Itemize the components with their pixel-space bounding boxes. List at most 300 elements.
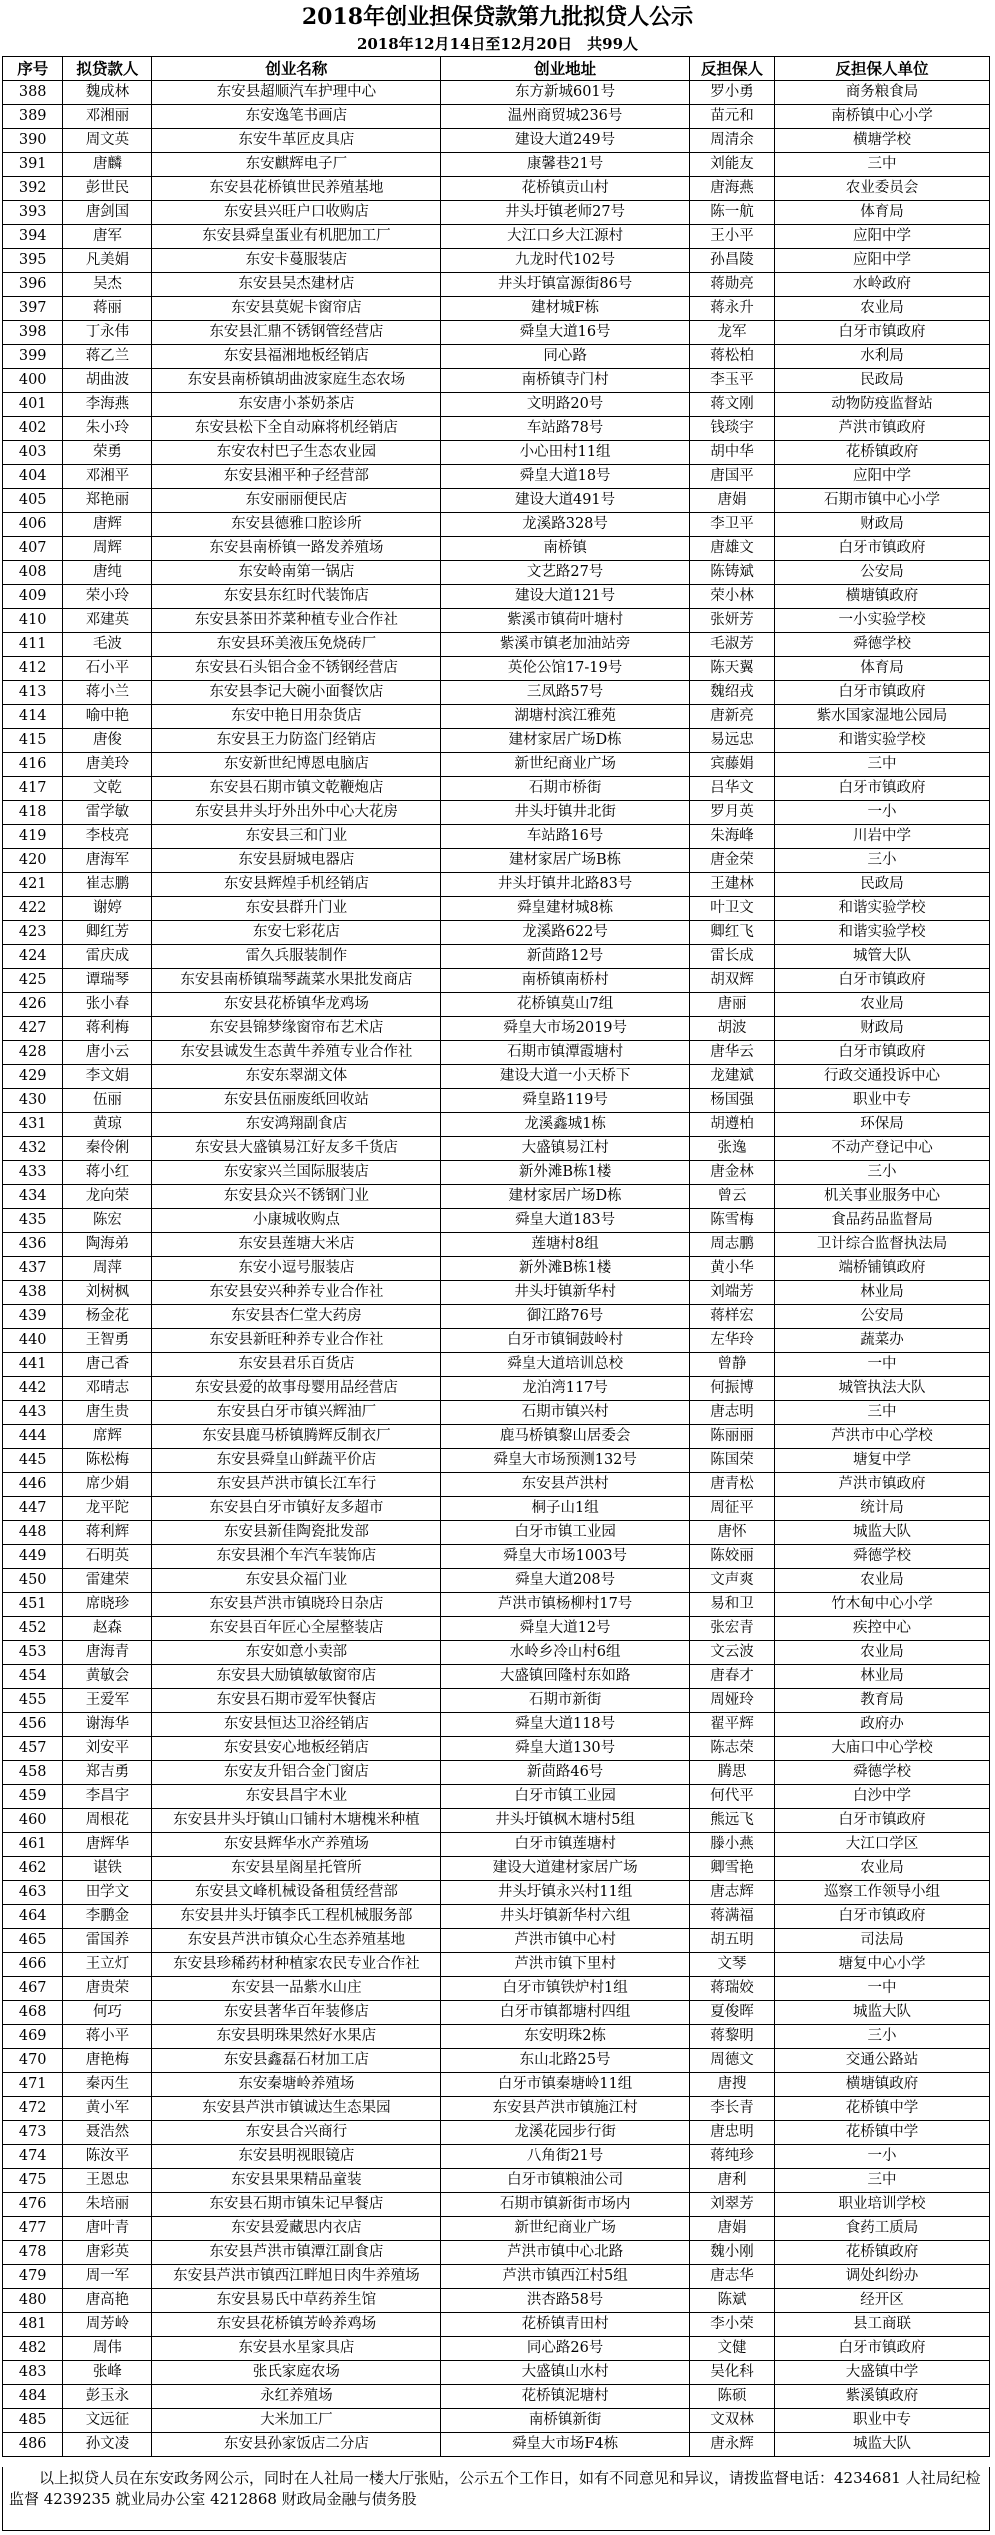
cell-guarantor: 曾云 bbox=[689, 1185, 774, 1209]
cell-guarantor: 蒋文刚 bbox=[689, 393, 774, 417]
cell-business-name: 东安县湘平种子经营部 bbox=[152, 465, 441, 489]
cell-business-name: 东安县水星家具店 bbox=[152, 2337, 441, 2361]
cell-business-name: 东安小逗号服装店 bbox=[152, 1257, 441, 1281]
cell-business-address: 车站路78号 bbox=[441, 417, 690, 441]
cell-guarantor-unit: 财政局 bbox=[774, 513, 989, 537]
cell-business-address: 石期市镇兴村 bbox=[441, 1401, 690, 1425]
header-serial: 序号 bbox=[3, 57, 63, 81]
cell-business-name: 东安县白牙市镇好友多超市 bbox=[152, 1497, 441, 1521]
cell-serial: 461 bbox=[3, 1833, 63, 1857]
cell-borrower: 唐剑国 bbox=[63, 201, 152, 225]
cell-borrower: 雷国养 bbox=[63, 1929, 152, 1953]
cell-business-name: 东安县三和门业 bbox=[152, 825, 441, 849]
cell-borrower: 崔志鹏 bbox=[63, 873, 152, 897]
cell-business-address: 鹿马桥镇黎山居委会 bbox=[441, 1425, 690, 1449]
cell-serial: 439 bbox=[3, 1305, 63, 1329]
table-row bbox=[3, 897, 990, 921]
cell-borrower: 王立灯 bbox=[63, 1953, 152, 1977]
cell-guarantor: 唐春才 bbox=[689, 1665, 774, 1689]
cell-guarantor-unit: 城监大队 bbox=[774, 1521, 989, 1545]
cell-serial: 470 bbox=[3, 2049, 63, 2073]
cell-business-address: 舜皇大道培训总校 bbox=[441, 1353, 690, 1377]
cell-business-address: 白牙市镇莲塘村 bbox=[441, 1833, 690, 1857]
cell-borrower: 黄琼 bbox=[63, 1113, 152, 1137]
cell-borrower: 郑艳丽 bbox=[63, 489, 152, 513]
table-row bbox=[3, 1833, 990, 1857]
cell-business-address: 湖塘村滨江雅苑 bbox=[441, 705, 690, 729]
cell-guarantor-unit: 大庙口中心学校 bbox=[774, 1737, 989, 1761]
cell-business-address: 舜皇大市场F4栋 bbox=[441, 2433, 690, 2457]
cell-borrower: 龙平陀 bbox=[63, 1497, 152, 1521]
cell-guarantor-unit: 大盛镇中学 bbox=[774, 2361, 989, 2385]
cell-guarantor-unit: 水利局 bbox=[774, 345, 989, 369]
cell-guarantor: 黄小华 bbox=[689, 1257, 774, 1281]
cell-business-address: 井头圩镇新华村六组 bbox=[441, 1905, 690, 1929]
cell-borrower: 何巧 bbox=[63, 2001, 152, 2025]
cell-serial: 389 bbox=[3, 105, 63, 129]
cell-business-name: 东安县杏仁堂大药房 bbox=[152, 1305, 441, 1329]
table-row bbox=[3, 225, 990, 249]
cell-guarantor: 易远忠 bbox=[689, 729, 774, 753]
table-row bbox=[3, 1137, 990, 1161]
cell-borrower: 席晓珍 bbox=[63, 1593, 152, 1617]
cell-business-address: 舜皇建材城8栋 bbox=[441, 897, 690, 921]
table-row bbox=[3, 1617, 990, 1641]
table-row bbox=[3, 2193, 990, 2217]
cell-serial: 462 bbox=[3, 1857, 63, 1881]
table-row bbox=[3, 585, 990, 609]
cell-borrower: 刘安平 bbox=[63, 1737, 152, 1761]
cell-borrower: 唐纯 bbox=[63, 561, 152, 585]
table-row bbox=[3, 609, 990, 633]
table-row bbox=[3, 537, 990, 561]
cell-guarantor-unit: 和谐实验学校 bbox=[774, 921, 989, 945]
cell-business-name: 东安家兴兰国际服装店 bbox=[152, 1161, 441, 1185]
table-row bbox=[3, 873, 990, 897]
cell-guarantor: 陈国荣 bbox=[689, 1449, 774, 1473]
table-row bbox=[3, 657, 990, 681]
cell-serial: 396 bbox=[3, 273, 63, 297]
cell-business-name: 东安县伍丽废纸回收站 bbox=[152, 1089, 441, 1113]
table-row bbox=[3, 825, 990, 849]
cell-business-address: 舜皇大道130号 bbox=[441, 1737, 690, 1761]
cell-guarantor-unit: 司法局 bbox=[774, 1929, 989, 1953]
cell-borrower: 唐麟 bbox=[63, 153, 152, 177]
cell-serial: 473 bbox=[3, 2121, 63, 2145]
cell-borrower: 荣勇 bbox=[63, 441, 152, 465]
table-row bbox=[3, 249, 990, 273]
cell-serial: 390 bbox=[3, 129, 63, 153]
cell-borrower: 周伟 bbox=[63, 2337, 152, 2361]
cell-serial: 410 bbox=[3, 609, 63, 633]
cell-serial: 399 bbox=[3, 345, 63, 369]
cell-borrower: 雷建荣 bbox=[63, 1569, 152, 1593]
cell-business-name: 东安逸笔书画店 bbox=[152, 105, 441, 129]
cell-guarantor-unit: 农业局 bbox=[774, 297, 989, 321]
cell-guarantor-unit: 三小 bbox=[774, 2025, 989, 2049]
cell-borrower: 王智勇 bbox=[63, 1329, 152, 1353]
cell-business-name: 东安县果果精品童装 bbox=[152, 2169, 441, 2193]
cell-guarantor-unit: 水岭政府 bbox=[774, 273, 989, 297]
cell-guarantor: 李卫平 bbox=[689, 513, 774, 537]
cell-borrower: 蒋利梅 bbox=[63, 1017, 152, 1041]
cell-guarantor-unit: 塘复中学 bbox=[774, 1449, 989, 1473]
cell-guarantor-unit: 城管执法大队 bbox=[774, 1377, 989, 1401]
cell-borrower: 田学文 bbox=[63, 1881, 152, 1905]
cell-serial: 432 bbox=[3, 1137, 63, 1161]
cell-business-name: 东安县明视眼镜店 bbox=[152, 2145, 441, 2169]
table-row bbox=[3, 1089, 990, 1113]
table-row bbox=[3, 417, 990, 441]
table-row bbox=[3, 129, 990, 153]
cell-guarantor: 唐新亮 bbox=[689, 705, 774, 729]
table-body bbox=[3, 81, 990, 2457]
table-row bbox=[3, 2049, 990, 2073]
cell-borrower: 唐海青 bbox=[63, 1641, 152, 1665]
cell-business-address: 同心路26号 bbox=[441, 2337, 690, 2361]
cell-guarantor: 陈硕 bbox=[689, 2385, 774, 2409]
cell-serial: 486 bbox=[3, 2433, 63, 2457]
cell-business-name: 东安麒辉电子厂 bbox=[152, 153, 441, 177]
cell-guarantor-unit: 一中 bbox=[774, 1977, 989, 2001]
cell-business-address: 洪杏路58号 bbox=[441, 2289, 690, 2313]
table-row bbox=[3, 777, 990, 801]
table-row bbox=[3, 1929, 990, 1953]
cell-business-address: 紫溪市镇荷叶塘村 bbox=[441, 609, 690, 633]
table-row bbox=[3, 969, 990, 993]
cell-borrower: 唐艳梅 bbox=[63, 2049, 152, 2073]
cell-business-address: 建设大道建材家居广场 bbox=[441, 1857, 690, 1881]
cell-business-address: 南桥镇南桥村 bbox=[441, 969, 690, 993]
cell-borrower: 周辉 bbox=[63, 537, 152, 561]
cell-borrower: 吴杰 bbox=[63, 273, 152, 297]
cell-guarantor-unit: 三小 bbox=[774, 849, 989, 873]
table-row bbox=[3, 369, 990, 393]
cell-borrower: 石小平 bbox=[63, 657, 152, 681]
cell-serial: 427 bbox=[3, 1017, 63, 1041]
cell-guarantor: 孙昌陵 bbox=[689, 249, 774, 273]
cell-business-address: 建材家居广场D栋 bbox=[441, 1185, 690, 1209]
cell-guarantor-unit: 应阳中学 bbox=[774, 249, 989, 273]
cell-guarantor-unit: 南桥镇中心小学 bbox=[774, 105, 989, 129]
cell-guarantor-unit: 环保局 bbox=[774, 1113, 989, 1137]
cell-guarantor-unit: 三中 bbox=[774, 1401, 989, 1425]
table-header-row bbox=[3, 57, 990, 81]
cell-borrower: 郑吉勇 bbox=[63, 1761, 152, 1785]
table-row bbox=[3, 1665, 990, 1689]
cell-business-address: 南桥镇 bbox=[441, 537, 690, 561]
cell-guarantor: 胡波 bbox=[689, 1017, 774, 1041]
cell-serial: 434 bbox=[3, 1185, 63, 1209]
header-guarantor-unit: 反担保人单位 bbox=[774, 57, 989, 81]
table-row bbox=[3, 1857, 990, 1881]
cell-serial: 424 bbox=[3, 945, 63, 969]
cell-borrower: 彭玉永 bbox=[63, 2385, 152, 2409]
cell-business-address: 水岭乡冷山村6组 bbox=[441, 1641, 690, 1665]
cell-guarantor-unit: 一中 bbox=[774, 1353, 989, 1377]
cell-business-address: 东方新城601号 bbox=[441, 81, 690, 105]
cell-business-name: 东安县群升门业 bbox=[152, 897, 441, 921]
cell-serial: 404 bbox=[3, 465, 63, 489]
cell-guarantor: 周清余 bbox=[689, 129, 774, 153]
table-row bbox=[3, 81, 990, 105]
cell-business-address: 石期市镇潭霞塘村 bbox=[441, 1041, 690, 1065]
cell-serial: 465 bbox=[3, 1929, 63, 1953]
cell-business-name: 东安县君乐百货店 bbox=[152, 1353, 441, 1377]
cell-serial: 441 bbox=[3, 1353, 63, 1377]
cell-business-name: 东安县福湘地板经销店 bbox=[152, 345, 441, 369]
cell-business-name: 东安县石头铝合金不锈钢经营店 bbox=[152, 657, 441, 681]
cell-borrower: 邓湘丽 bbox=[63, 105, 152, 129]
cell-guarantor: 胡中华 bbox=[689, 441, 774, 465]
cell-business-address: 白牙市镇工业园 bbox=[441, 1785, 690, 1809]
cell-guarantor-unit: 卫计综合监督执法局 bbox=[774, 1233, 989, 1257]
cell-serial: 394 bbox=[3, 225, 63, 249]
cell-borrower: 唐己香 bbox=[63, 1353, 152, 1377]
cell-guarantor: 唐志明 bbox=[689, 1401, 774, 1425]
cell-guarantor-unit: 芦洪市中心学校 bbox=[774, 1425, 989, 1449]
cell-serial: 438 bbox=[3, 1281, 63, 1305]
cell-business-address: 东安县芦洪村 bbox=[441, 1473, 690, 1497]
cell-guarantor: 李玉平 bbox=[689, 369, 774, 393]
cell-serial: 468 bbox=[3, 2001, 63, 2025]
cell-borrower: 唐辉华 bbox=[63, 1833, 152, 1857]
cell-borrower: 陶海弟 bbox=[63, 1233, 152, 1257]
cell-borrower: 谢婷 bbox=[63, 897, 152, 921]
cell-business-address: 舜皇大道118号 bbox=[441, 1713, 690, 1737]
cell-guarantor: 陈姣丽 bbox=[689, 1545, 774, 1569]
cell-guarantor: 胡双辉 bbox=[689, 969, 774, 993]
cell-guarantor-unit: 调处纠纷办 bbox=[774, 2265, 989, 2289]
cell-business-address: 白牙市镇工业园 bbox=[441, 1521, 690, 1545]
cell-borrower: 聂浩然 bbox=[63, 2121, 152, 2145]
table-row bbox=[3, 2169, 990, 2193]
cell-guarantor: 文双林 bbox=[689, 2409, 774, 2433]
cell-business-name: 东安县南桥镇瑞琴蔬菜水果批发商店 bbox=[152, 969, 441, 993]
cell-business-address: 花桥镇贡山村 bbox=[441, 177, 690, 201]
cell-business-address: 白牙市镇铁炉村1组 bbox=[441, 1977, 690, 2001]
cell-guarantor-unit: 体育局 bbox=[774, 657, 989, 681]
cell-serial: 453 bbox=[3, 1641, 63, 1665]
cell-business-name: 东安县超顺汽车护理中心 bbox=[152, 81, 441, 105]
cell-business-name: 东安县芦洪市镇潭江副食店 bbox=[152, 2241, 441, 2265]
cell-borrower: 刘树枫 bbox=[63, 1281, 152, 1305]
cell-borrower: 蒋利辉 bbox=[63, 1521, 152, 1545]
cell-borrower: 唐高艳 bbox=[63, 2289, 152, 2313]
cell-business-address: 龙溪路622号 bbox=[441, 921, 690, 945]
cell-guarantor: 翟平辉 bbox=[689, 1713, 774, 1737]
cell-business-name: 东安县石期市镇朱记早餐店 bbox=[152, 2193, 441, 2217]
cell-serial: 467 bbox=[3, 1977, 63, 2001]
cell-guarantor-unit: 三中 bbox=[774, 153, 989, 177]
cell-business-name: 东安县易氏中草药养生馆 bbox=[152, 2289, 441, 2313]
cell-guarantor-unit: 职业中专 bbox=[774, 1089, 989, 1113]
cell-business-address: 龙溪花园步行街 bbox=[441, 2121, 690, 2145]
table-row bbox=[3, 2361, 990, 2385]
cell-business-name: 东安七彩花店 bbox=[152, 921, 441, 945]
cell-guarantor: 张妍芳 bbox=[689, 609, 774, 633]
cell-business-address: 芦洪市镇西江村5组 bbox=[441, 2265, 690, 2289]
cell-guarantor-unit: 县工商联 bbox=[774, 2313, 989, 2337]
cell-borrower: 陈松梅 bbox=[63, 1449, 152, 1473]
table-row bbox=[3, 1761, 990, 1785]
cell-borrower: 周一军 bbox=[63, 2265, 152, 2289]
cell-business-name: 东安东翠湖文体 bbox=[152, 1065, 441, 1089]
cell-serial: 428 bbox=[3, 1041, 63, 1065]
cell-guarantor: 唐永辉 bbox=[689, 2433, 774, 2457]
cell-guarantor-unit: 不动产登记中心 bbox=[774, 1137, 989, 1161]
cell-guarantor-unit: 白牙市镇政府 bbox=[774, 537, 989, 561]
cell-borrower: 文远征 bbox=[63, 2409, 152, 2433]
cell-borrower: 李鹏金 bbox=[63, 1905, 152, 1929]
cell-guarantor: 文云波 bbox=[689, 1641, 774, 1665]
cell-guarantor: 文声爽 bbox=[689, 1569, 774, 1593]
cell-business-name: 东安县文峰机械设备租赁经营部 bbox=[152, 1881, 441, 1905]
cell-business-address: 石期市镇新街市场内 bbox=[441, 2193, 690, 2217]
cell-guarantor-unit: 一小实验学校 bbox=[774, 609, 989, 633]
cell-serial: 475 bbox=[3, 2169, 63, 2193]
table-row bbox=[3, 681, 990, 705]
cell-serial: 403 bbox=[3, 441, 63, 465]
cell-business-name: 东安县辉华水产养殖场 bbox=[152, 1833, 441, 1857]
table-row bbox=[3, 1641, 990, 1665]
cell-business-name: 东安县安心地板经销店 bbox=[152, 1737, 441, 1761]
cell-serial: 447 bbox=[3, 1497, 63, 1521]
table-row bbox=[3, 561, 990, 585]
cell-business-address: 小心田村11组 bbox=[441, 441, 690, 465]
cell-business-address: 芦洪市镇杨柳村17号 bbox=[441, 1593, 690, 1617]
table-row bbox=[3, 1257, 990, 1281]
cell-guarantor-unit: 端桥铺镇政府 bbox=[774, 1257, 989, 1281]
cell-serial: 483 bbox=[3, 2361, 63, 2385]
cell-guarantor-unit: 芦洪市镇政府 bbox=[774, 417, 989, 441]
cell-guarantor-unit: 花桥镇政府 bbox=[774, 2241, 989, 2265]
cell-business-name: 东安县鑫磊石材加工店 bbox=[152, 2049, 441, 2073]
cell-guarantor: 周征平 bbox=[689, 1497, 774, 1521]
cell-business-address: 花桥镇青田村 bbox=[441, 2313, 690, 2337]
cell-guarantor-unit: 机关事业服务中心 bbox=[774, 1185, 989, 1209]
cell-business-name: 东安牛革匠皮具店 bbox=[152, 129, 441, 153]
table-row bbox=[3, 1185, 990, 1209]
cell-guarantor: 周德文 bbox=[689, 2049, 774, 2073]
cell-business-name: 东安县鹿马桥镇腾辉反制衣厂 bbox=[152, 1425, 441, 1449]
cell-business-address: 舜皇大道16号 bbox=[441, 321, 690, 345]
cell-business-address: 石期市桥街 bbox=[441, 777, 690, 801]
table-row bbox=[3, 489, 990, 513]
cell-guarantor: 蒋松柏 bbox=[689, 345, 774, 369]
cell-borrower: 蒋小红 bbox=[63, 1161, 152, 1185]
cell-business-name: 永红养殖场 bbox=[152, 2385, 441, 2409]
cell-business-name: 东安县新旺种养专业合作社 bbox=[152, 1329, 441, 1353]
table-row bbox=[3, 1161, 990, 1185]
cell-guarantor-unit: 一小 bbox=[774, 2145, 989, 2169]
cell-guarantor: 吕华文 bbox=[689, 777, 774, 801]
cell-guarantor: 荣小林 bbox=[689, 585, 774, 609]
cell-serial: 477 bbox=[3, 2217, 63, 2241]
borrower-table bbox=[2, 56, 990, 2457]
header-business-address: 创业地址 bbox=[441, 57, 690, 81]
cell-business-name: 东安县舜皇蛋业有机肥加工厂 bbox=[152, 225, 441, 249]
cell-borrower: 唐叶青 bbox=[63, 2217, 152, 2241]
table-row bbox=[3, 1593, 990, 1617]
cell-guarantor: 唐利 bbox=[689, 2169, 774, 2193]
cell-guarantor-unit: 食药工质局 bbox=[774, 2217, 989, 2241]
cell-business-name: 东安县爱藏思内衣店 bbox=[152, 2217, 441, 2241]
cell-borrower: 周萍 bbox=[63, 1257, 152, 1281]
cell-business-name: 东安县白牙市镇兴辉油厂 bbox=[152, 1401, 441, 1425]
cell-guarantor: 叶卫文 bbox=[689, 897, 774, 921]
cell-business-name: 东安县花桥镇华龙鸡场 bbox=[152, 993, 441, 1017]
cell-serial: 476 bbox=[3, 2193, 63, 2217]
cell-business-address: 白牙市镇铜鼓岭村 bbox=[441, 1329, 690, 1353]
cell-serial: 418 bbox=[3, 801, 63, 825]
cell-serial: 454 bbox=[3, 1665, 63, 1689]
cell-business-address: 花桥镇泥塘村 bbox=[441, 2385, 690, 2409]
cell-guarantor-unit: 一小 bbox=[774, 801, 989, 825]
cell-serial: 451 bbox=[3, 1593, 63, 1617]
cell-serial: 484 bbox=[3, 2385, 63, 2409]
cell-borrower: 唐海军 bbox=[63, 849, 152, 873]
cell-borrower: 胡曲波 bbox=[63, 369, 152, 393]
cell-borrower: 文乾 bbox=[63, 777, 152, 801]
cell-guarantor-unit: 紫溪镇政府 bbox=[774, 2385, 989, 2409]
cell-serial: 406 bbox=[3, 513, 63, 537]
cell-serial: 449 bbox=[3, 1545, 63, 1569]
cell-business-name: 东安县新佳陶瓷批发部 bbox=[152, 1521, 441, 1545]
cell-serial: 430 bbox=[3, 1089, 63, 1113]
cell-guarantor-unit: 林业局 bbox=[774, 1665, 989, 1689]
cell-business-address: 建材城F栋 bbox=[441, 297, 690, 321]
table-row bbox=[3, 297, 990, 321]
cell-borrower: 席少娟 bbox=[63, 1473, 152, 1497]
cell-business-name: 东安丽丽便民店 bbox=[152, 489, 441, 513]
cell-business-name: 东安县合兴商行 bbox=[152, 2121, 441, 2145]
table-row bbox=[3, 1425, 990, 1449]
cell-serial: 460 bbox=[3, 1809, 63, 1833]
cell-business-name: 东安唐小茶奶茶店 bbox=[152, 393, 441, 417]
cell-serial: 444 bbox=[3, 1425, 63, 1449]
cell-business-address: 井头圩镇富源街86号 bbox=[441, 273, 690, 297]
cell-business-address: 车站路16号 bbox=[441, 825, 690, 849]
cell-borrower: 谢海华 bbox=[63, 1713, 152, 1737]
cell-business-name: 东安县石期市镇文乾鞭炮店 bbox=[152, 777, 441, 801]
cell-business-address: 舜皇大道183号 bbox=[441, 1209, 690, 1233]
cell-borrower: 唐彩英 bbox=[63, 2241, 152, 2265]
cell-business-address: 白牙市镇秦塘岭11组 bbox=[441, 2073, 690, 2097]
cell-guarantor-unit: 横塘镇政府 bbox=[774, 585, 989, 609]
table-row bbox=[3, 465, 990, 489]
cell-business-address: 东山北路25号 bbox=[441, 2049, 690, 2073]
table-row bbox=[3, 2241, 990, 2265]
cell-guarantor: 唐搜 bbox=[689, 2073, 774, 2097]
cell-business-name: 东安县李记大碗小面餐饮店 bbox=[152, 681, 441, 705]
cell-business-address: 文艺路27号 bbox=[441, 561, 690, 585]
cell-serial: 437 bbox=[3, 1257, 63, 1281]
cell-business-address: 新外滩B栋1楼 bbox=[441, 1161, 690, 1185]
cell-serial: 479 bbox=[3, 2265, 63, 2289]
table-row bbox=[3, 1281, 990, 1305]
table-row bbox=[3, 273, 990, 297]
cell-business-name: 东安卡蔓服装店 bbox=[152, 249, 441, 273]
table-row bbox=[3, 1521, 990, 1545]
cell-guarantor-unit: 白牙市镇政府 bbox=[774, 321, 989, 345]
cell-guarantor-unit: 白牙市镇政府 bbox=[774, 1905, 989, 1929]
cell-serial: 458 bbox=[3, 1761, 63, 1785]
cell-serial: 414 bbox=[3, 705, 63, 729]
table-row bbox=[3, 441, 990, 465]
cell-guarantor-unit: 农业局 bbox=[774, 1569, 989, 1593]
cell-serial: 408 bbox=[3, 561, 63, 585]
